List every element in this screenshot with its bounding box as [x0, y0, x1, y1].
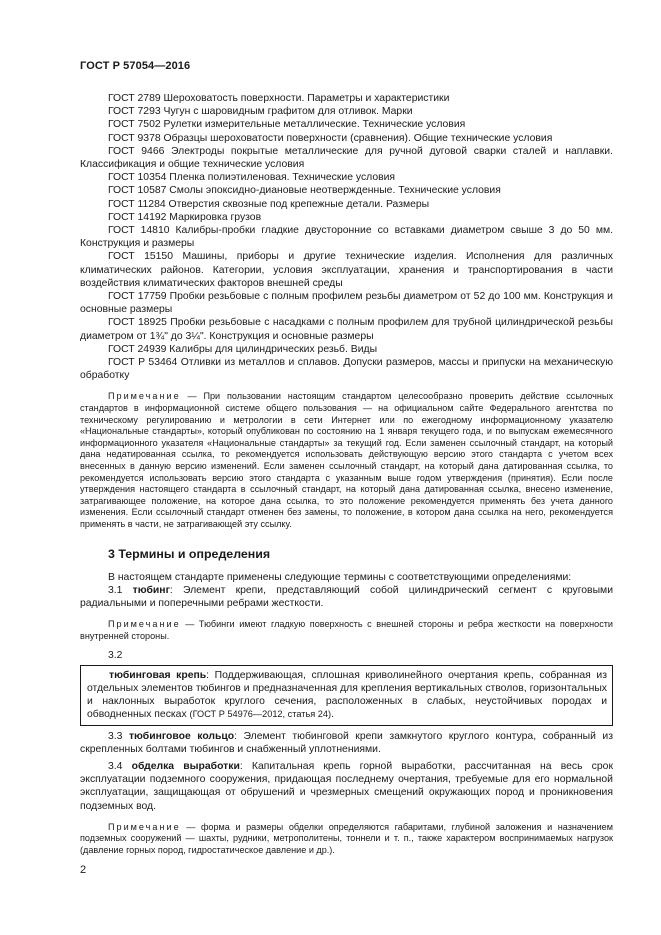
section-title: 3 Термины и определения — [108, 546, 271, 561]
term-name: тюбинг — [132, 585, 170, 596]
note-tubing — [80, 619, 613, 642]
note-text: — При пользовании настоящим стандартом целесообразно проверить действие ссылочных стандартов в информационной системе общего пользования — на официальном сайте Федерального агентства по техническому регулированию и метрологии в сети Интернет или по ежегодному информационному указателю «Национальные стандарты», который опубликован по состоянию на 1 января текущего года, и по выпускам ежемесячного информационного указателя «Национальные стандарты» за текущий год. Если заменен ссылочный стандарт, на который дана недатированная ссылка, то рекомендуется использовать действующую версию этого стандарта с учетом всех внесенных в данную версию изменений. Если заменен ссылочный стандарт, на который дана датированная ссылка, то рекомендуется использовать версию этого стандарта с указанным выше годом утверждения (принятия). Если после утверждения настоящего стандарта в ссылочный стандарт, на который дана датированная ссылка, внесено изменение, затрагивающее положение, на которое дана ссылка, то это положение рекомендуется применять без учета данного изменения. Если ссылочный стандарт отменен без замены, то положение, в котором дана ссылка на него, рекомендуется применять в части, не затрагивающей эту ссылку. — [80, 391, 613, 529]
reference-item: ГОСТ 24939 Калибры для цилиндрических резьб. Виды — [108, 343, 378, 355]
reference-item: ГОСТ 10354 Пленка полиэтиленовая. Технические условия — [108, 172, 396, 184]
reference-item: ГОСТ 9466 Электроды покрытые металлические для ручной дуговой сварки сталей и наплавки. Классификация и общие технические условия — [80, 145, 613, 171]
reference-item: ГОСТ 11284 Отверстия сквозные под крепежные детали. Размеры — [108, 198, 430, 210]
reference-item: ГОСТ 2789 Шероховатость поверхности. Параметры и характеристики — [108, 93, 450, 104]
term-source-reference: (ГОСТ Р 54976—2012, статья 24) — [189, 709, 332, 720]
reference-item: ГОСТ 14810 Калибры-пробки гладкие двусторонние со вставками диаметром свыше 3 до 50 мм. Конструкция и размеры — [80, 225, 613, 250]
note-label: Примечание — [108, 821, 181, 832]
term-name: тюбинговая крепь — [109, 669, 207, 681]
term-3-4 — [80, 760, 613, 813]
reference-item: ГОСТ 17759 Пробки резьбовые с полным профилем резьбы диаметром от 52 до 100 мм. Конструкция и основные размеры — [80, 291, 613, 316]
reference-item: ГОСТ 10587 Смолы эпоксидно-диановые неотвержденные. Технические условия — [108, 185, 501, 197]
section-intro: В настоящем стандарте применены следующие термины с соответствующими определениями: — [108, 571, 572, 583]
reference-item: ГОСТ Р 53464 Отливки из металлов и сплавов. Допуски размеров, массы и припуски на механическую обработку — [80, 357, 613, 382]
term-number: 3.3 — [108, 730, 129, 742]
note-label: Примечание — [108, 391, 181, 402]
term-name: обделка выработки — [131, 761, 240, 773]
term-number: 3.1 — [108, 585, 133, 596]
reference-item: ГОСТ 14192 Маркировка грузов — [108, 211, 262, 223]
note-label: Примечание — [108, 619, 181, 630]
note-text: — форма и размеры обделки определяются габаритами, глубиной заложения и назначением подземных сооружений — шахты, рудники, метрополитены, тоннели и т. п., также характером воспринимаемых нагрузок (давление горных пород, гидростатическое давление и др.). — [80, 821, 613, 856]
document-header: ГОСТ Р 57054—2016 — [80, 60, 191, 72]
term-number: 3.4 — [108, 761, 132, 773]
reference-item: ГОСТ 18925 Пробки резьбовые с насадками с полным профилем для трубной цилиндрической резьбы диаметром от 1¾" до 3¼". Конструкция и основные размеры — [80, 317, 613, 342]
term-name: тюбинговое кольцо — [128, 730, 235, 742]
term-3-1 — [80, 584, 613, 610]
term-definition: : Элемент тюбинговой крепи замкнутого круглого контура, собранный из скрепленных болтами тюбингов и снабженный уплотнениями. — [80, 730, 613, 755]
term-definition: : Элемент крепи, представляющий собой цилиндрический сегмент с круговыми радиальными и поперечными ребрами жесткости. — [80, 585, 613, 610]
term-definition: : Поддерживающая, сплошная криволинейного очертания крепь, собранная из отдельных элементов тюбингов и предназначенная для крепления вертикальных стволов, горизонтальных и наклонных выработок круглого сечения, расположенных в слабых, неустойчивых породах и обводненных песках — [87, 669, 608, 721]
document-body — [80, 92, 613, 857]
reference-list — [80, 92, 613, 382]
reference-item: ГОСТ 9378 Образцы шероховатости поверхности (сравнения). Общие технические условия — [108, 132, 553, 144]
reference-item: ГОСТ 15150 Машины, приборы и другие технические изделия. Исполнения для различных климатических районов. Категории, условия эксплуатации, хранения и транспортирования в части воздействия климатических факторов внешней среды — [80, 251, 613, 289]
term-definition: : Капитальная крепь горной выработки, рассчитанная на весь срок эксплуатации подземного сооружения, придающая последнему очертания, требуемые для его нормальной эксплуатации, защищающая от обрушений и чрезмерных смещений окружающих пород и проникновения подземных вод. — [80, 761, 613, 812]
term-3-3 — [80, 730, 613, 756]
term-3-2-box: тюбинговая крепь: Поддерживающая, сплошная криволинейного очертания крепь, собранная из отдельных элементов тюбингов и предназначенная для крепления вертикальных стволов, горизонтальных и наклонных выработок круглого сечения, расположенных в слабых, неустойчивых породах и обводненных песках (ГОСТ Р 54976—2012, статья 24). — [80, 665, 613, 726]
term-3-2-number: 3.2 — [108, 649, 123, 661]
page-number: 2 — [80, 864, 87, 876]
note-references — [80, 391, 613, 530]
reference-item: ГОСТ 7502 Рулетки измерительные металлические. Технические условия — [108, 119, 466, 131]
note-lining — [80, 822, 613, 857]
note-text: — Тюбинги имеют гладкую поверхность с внешней стороны и ребра жесткости на поверхности внутренней стороны. — [80, 619, 613, 641]
reference-item: ГОСТ 7293 Чугун с шаровидным графитом для отливок. Марки — [108, 106, 413, 118]
